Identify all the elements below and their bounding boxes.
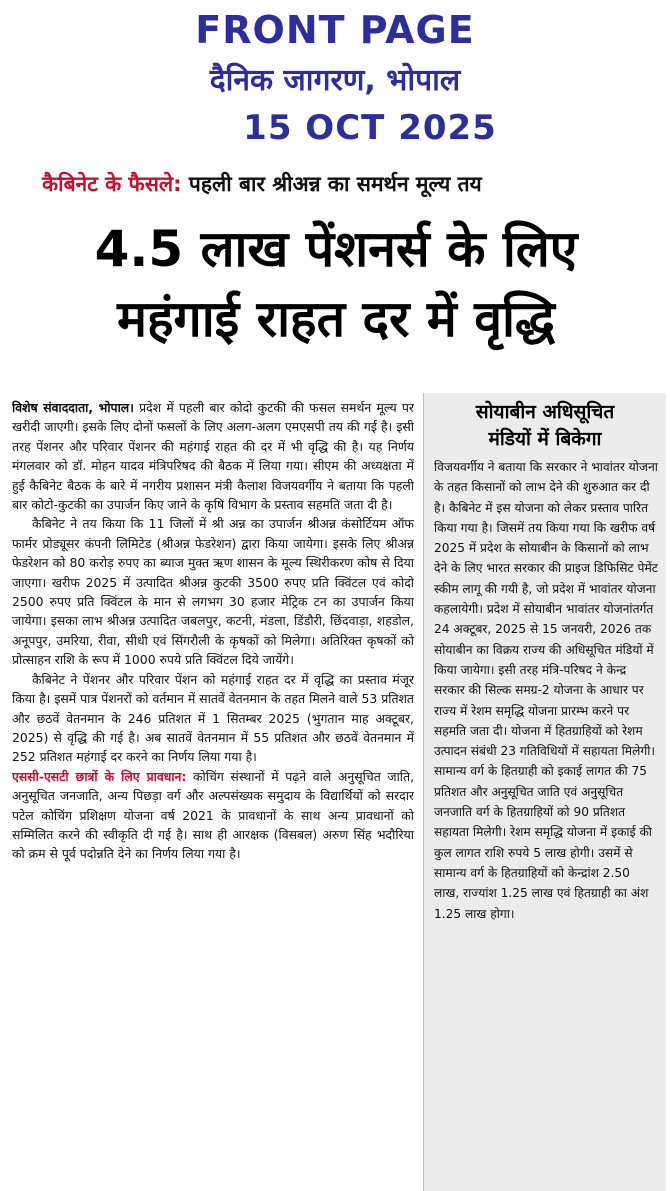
sidebar-heading-line-2: मंडियों में बिकेगा	[488, 428, 602, 450]
byline: विशेष संवाददाता, भोपाल।	[12, 400, 134, 415]
sidebar-heading	[424, 399, 666, 453]
stamp-date: 15 OCT 2025	[243, 108, 497, 148]
kicker-text: पहली बार श्रीअन्न का समर्थन मूल्य तय	[188, 172, 482, 196]
kicker	[42, 170, 662, 198]
article-paragraph-2: कैबिनेट ने तय किया कि 11 जिलों में श्री अन्न का उपार्जन श्रीअन्न कंसोर्टियम ऑफ फार्मर प्रोड्यूसर कंपनी लिमिटेड (श्रीअन्न फेडरेशन) द्वारा किया जायेगा। इसके लिए श्रीअन्न फेडरेशन को 80 करोड़ रुपए का ब्याज मुक्त ऋण शासन के मूल्य स्थिरीकरण कोष से दिया जाएगा। खरीफ 2025 में उत्पादित श्रीअन्न कुटकी 3500 रुपए प्रति क्विंटल एवं कोदो 2500 रुपए प्रति क्विंटल के मान से लगभग 30 हजार मेट्रिक टन का उपार्जन किया जायेगा। इसका लाभ श्रीअन्न उत्पादित जबलपुर, कटनी, मंडला, डिंडौरी, छिंदवाड़ा, शहडोल, अनूपपुर, उमरिया, रीवा, सीधी एवं सिंगरौली के कृषकों को मिलेगा। अतिरिक्त कृषकों को प्रोत्साहन राशि के रूप में 1000 रुपये प्रति क्विंटल दिये जायेंगे।	[12, 516, 414, 668]
article-paragraph-1	[12, 398, 414, 514]
headline-line-2: महंगाई राहत दर में वृद्धि	[117, 290, 555, 348]
sidebar-text: विजयवर्गीय ने बताया कि सरकार ने भावांतर योजना के तहत किसानों को लाभ देने की शुरुआत कर दी है। कैबिनेट में इस योजना को लेकर प्रस्ताव पारित किया गया है। जिसमें तय किया गया कि खरीफ वर्ष 2025 में प्रदेश के सोयाबीन के किसानों को लाभ देने के लिए भारत सरकार की प्राइज डिफिसिट पेमेंट स्कीम लागू की गयी है, जो प्रदेश में भावांतर योजना कहलायेगी। प्रदेश में सोयाबीन भावांतर योजनांतर्गत 24 अक्टूबर, 2025 से 15 जनवरी, 2026 तक सोयाबीन का विक्रय राज्य की अधिसूचित मंडियों में किया जायेगा। इसी तरह मंत्रि-परिषद ने केन्द्र सरकार की सिल्क समग्र-2 योजना के आधार पर राज्य में रेशम समृद्धि योजना प्रारम्भ करने पर सहमति जता दी। योजना में हितग्राहियों को रेशम उत्पादन संबंधी 23 गतिविधियों में सहायता मिलेगी। सामान्य वर्ग के हितग्राही को इकाई लागत की 75 प्रतिशत और अनुसूचित जाति एवं अनुसूचित जनजाति वर्ग के हितग्राहियों को 90 प्रतिशत सहायता मिलेगी। रेशम समृद्धि योजना में इकाई की कुल लागत राशि रुपये 5 लाख होगी। उसमें से सामान्य वर्ग के हितग्राहियों को केन्द्रांश 2.50 लाख, राज्यांश 1.25 लाख एवं हितग्राही का अंश 1.25 लाख होगा।	[434, 460, 658, 921]
sidebar-box	[423, 393, 666, 1191]
headline-line-1: 4.5 लाख पेंशनर्स के लिए	[94, 220, 578, 278]
subhead: एससी-एसटी छात्रों के लिए प्रावधान:	[12, 768, 187, 784]
article-paragraph-4	[12, 767, 414, 864]
article-body	[12, 398, 414, 1188]
article-paragraph-3: कैबिनेट ने पेंशनर और परिवार पेंशन को महंगाई राहत दर में वृद्धि का प्रस्ताव मंजूर किया है। इसमें पात्र पेंशनरों को वर्तमान में सातवें वेतनमान के तहत मिलने वाले 53 प्रतिशत और छठवें वेतनमान के 246 प्रतिशत में 1 सितम्बर 2025 (भुगतान माह अक्टूबर, 2025) से वृद्धि की गई है। अब सातवें वेतनमान में 55 प्रतिशत और छठवें वेतनमान में 252 प्रतिशत महंगाई दर करने का निर्णय लिया गया है।	[12, 671, 414, 765]
paragraph-text: कोचिंग संस्थानों में पढ़ने वाले अनुसूचित जाति, अनुसूचित जनजाति, अन्य पिछड़ा वर्ग और अल्पसंख्यक समुदाय के विद्यार्थियों को सरदार पटेल कोचिंग प्रशिक्षण योजना वर्ष 2021 के प्रावधानों के साथ अन्य प्रावधानों को सम्मिलित करने की स्वीकृति दी गई है। साथ ही आरक्षक (विसबल) अरुण सिंह भदौरिया को क्रम से पूर्व पदोन्नति देने का निर्णय लिया गया है।	[12, 768, 414, 862]
kicker-label: कैबिनेट के फैसले:	[42, 172, 182, 196]
stamp-title: FRONT PAGE	[195, 8, 475, 52]
sidebar-heading-line-1: सोयाबीन अधिसूचित	[475, 401, 615, 423]
paragraph-text: प्रदेश में पहली बार कोदो कुटकी की फसल समर्थन मूल्य पर खरीदी जाएगी। इसके लिए दोनों फसलों के लिए अलग-अलग एमएसपी तय की गई है। इसी तरह पेंशनर और परिवार पेंशनर की महंगाई राहत की दर में भी वृद्धि की है। यह निर्णय मंगलवार को डॉ. मोहन यादव मंत्रिपरिषद की बैठक में लिया गया। सीएम की अध्यक्षता में हुई कैबिनेट बैठक के बारे में नगरीय प्रशासन मंत्री कैलाश विजयवर्गीय ने बताया कि पहली बार कोटो-कुटकी का उपार्जन किए जाने के कृषि विभाग के प्रस्ताव सहमति जता दी है।	[12, 400, 414, 513]
sidebar-body	[424, 457, 666, 924]
stamp-paper-city: दैनिक जागरण, भोपाल	[209, 63, 461, 98]
